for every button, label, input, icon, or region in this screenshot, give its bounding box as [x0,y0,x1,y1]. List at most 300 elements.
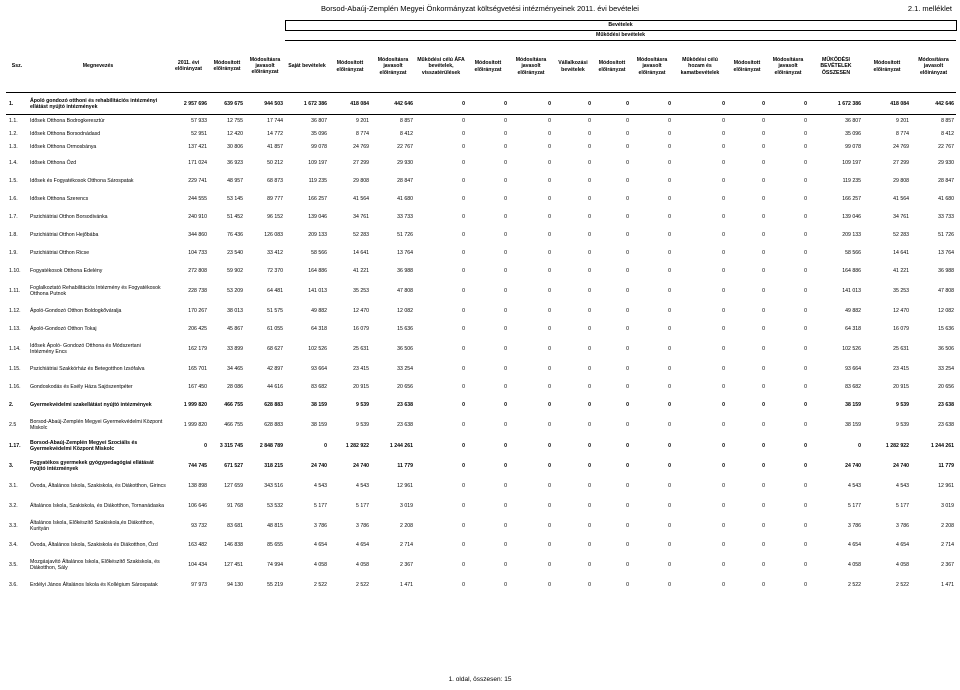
row-value: 0 [462,401,465,408]
row-value: 52 283 [893,231,909,238]
row-value: 127 451 [224,561,243,568]
row-code: 1.2. [9,131,18,137]
row-value: 3 786 [896,522,909,529]
row-value: 0 [668,522,671,529]
row-value: 36 807 [845,118,861,125]
annex-label: 2.1. melléklet [907,4,952,13]
row-value: 0 [762,118,765,125]
row-value: 0 [548,144,551,150]
row-value: 0 [462,581,465,588]
row-value: 0 [722,231,725,238]
row-value: 0 [722,118,725,125]
col-header: Módosított előirányzat [873,60,901,73]
row-value: 0 [548,267,551,274]
table-row [6,378,956,396]
row-value: 35 096 [311,131,327,137]
row-value: 64 318 [845,325,861,332]
row-value: 0 [548,231,551,238]
row-value: 0 [804,482,807,489]
row-value: 5 177 [314,502,327,509]
row-value: 3 786 [356,522,369,529]
row-value: 0 [668,462,671,469]
row-value: 102 526 [308,345,327,352]
row-value: 9 539 [356,421,369,428]
row-value: 0 [509,93,553,115]
row-value: 106 646 [188,502,207,509]
row-value: 0 [588,561,591,568]
row-value: 41 221 [893,267,909,274]
row-value: 0 [673,93,727,115]
row-code: 3.4. [9,541,18,548]
row-code: 1.10. [9,267,21,274]
row-value: 141 013 [842,287,861,294]
row-value: 0 [626,442,629,449]
row-value: 9 539 [896,421,909,428]
row-value: 12 420 [227,131,243,137]
table-row [6,141,956,154]
col-header: Módosított előirányzat [474,60,502,73]
row-value: 137 421 [188,144,207,150]
row-value: 0 [588,401,591,408]
table-body [6,93,956,594]
row-value: 0 [804,383,807,390]
row-code: 3.2. [9,502,18,509]
row-value: 25 631 [353,345,369,352]
row-value: 209 133 [308,231,327,238]
table-row [6,576,956,594]
row-value: 12 082 [938,307,955,314]
row-value: 0 [762,462,765,469]
row-value: 41 857 [267,144,283,150]
col-header: Módosított előirányzat [733,60,761,73]
row-name: Erdélyi János Általános Iskola és Kollégium Sárospatak [30,581,158,588]
row-value: 0 [588,159,591,166]
col-header: Módosításra javasolt előirányzat [772,56,804,76]
row-value: 0 [588,249,591,256]
row-value: 0 [668,144,671,150]
row-value: 0 [722,383,725,390]
row-value: 628 883 [264,421,283,428]
row-value: 164 886 [308,267,327,274]
row-value: 4 543 [848,482,861,489]
row-value: 2 714 [941,541,955,548]
row-value: 94 130 [227,581,243,588]
row-value: 33 254 [397,365,413,372]
row-value: 0 [504,213,507,220]
row-value: 58 566 [845,249,861,256]
row-value: 41 221 [353,267,369,274]
row-value: 0 [504,287,507,294]
row-value: 167 450 [188,383,207,390]
row-code: 1.13. [9,325,21,332]
row-value: 59 902 [227,267,243,274]
row-value: 72 370 [267,267,283,274]
table-row [6,154,956,172]
table-row [6,436,956,456]
row-code: 3.1. [9,482,18,489]
row-value: 0 [462,195,465,202]
row-value: 24 740 [893,462,909,469]
row-value: 0 [722,345,725,352]
row-value: 0 [762,442,765,449]
row-name: Mozgásjavító Általános Iskola, Előkészítő Szakiskola, és Diákotthon, Sály [30,558,160,571]
row-value: 49 882 [845,307,861,314]
row-value: 0 [504,231,507,238]
row-value: 0 [548,581,551,588]
row-value: 141 013 [308,287,327,294]
row-value: 0 [804,177,807,184]
row-name: Borsod-Abaúj-Zemplén Megyei Gyermekvédelmi Központ Miskolc [30,418,163,431]
row-value: 23 638 [938,401,955,408]
table-row [6,226,956,244]
row-value: 0 [804,421,807,428]
row-name: Idősek és Fogyatékosok Otthona Sárospatak [30,177,134,184]
row-value: 0 [668,325,671,332]
row-value: 0 [548,249,551,256]
table-row [6,396,956,414]
row-value: 42 897 [267,365,283,372]
row-value: 0 [548,442,551,449]
row-code: 1.14. [9,345,21,352]
row-value: 14 641 [353,249,369,256]
row-code: 1.8. [9,231,18,238]
row-value: 33 254 [938,365,955,372]
col-header: Módosításra javasolt előirányzat [636,56,668,76]
row-value: 0 [504,249,507,256]
row-value: 0 [626,267,629,274]
row-value: 0 [504,401,507,408]
row-value: 20 915 [893,383,909,390]
row-value: 1 282 922 [885,442,909,449]
row-value: 99 078 [311,144,327,150]
row-value: 0 [762,159,765,166]
row-value: 318 215 [264,462,283,469]
row-value: 0 [762,177,765,184]
row-value: 8 774 [896,131,909,137]
row-value: 102 526 [842,345,861,352]
row-value: 58 566 [311,249,327,256]
row-value: 24 740 [353,462,369,469]
row-value: 33 733 [938,213,955,220]
row-value: 36 923 [227,159,243,166]
row-value: 163 482 [188,541,207,548]
row-value: 466 755 [224,401,243,408]
row-name: Fogyatékosok Otthona Edelény [30,267,103,274]
row-value: 0 [462,462,465,469]
row-value: 0 [762,345,765,352]
row-value: 0 [668,231,671,238]
row-value: 0 [548,287,551,294]
row-value: 0 [462,561,465,568]
row-value: 93 732 [191,522,207,529]
row-value: 0 [804,267,807,274]
row-value: 13 764 [397,249,413,256]
row-value: 93 664 [311,365,327,372]
row-value: 41 564 [893,195,909,202]
row-value: 0 [548,522,551,529]
col-header: 2011. évi előirányzat [174,59,203,73]
row-value: 0 [626,307,629,314]
row-value: 99 078 [845,144,861,150]
col-header: Módosításra javasolt előirányzat [515,56,547,76]
row-value: 89 777 [267,195,283,202]
table-row [6,456,956,476]
row-code: 2.5 [9,421,17,428]
page-footer: 1. oldal, összesen: 15 [448,676,512,683]
table-row [6,280,956,302]
row-value: 119 235 [308,177,327,184]
row-value: 0 [504,131,507,137]
row-value: 20 915 [353,383,369,390]
row-value: 0 [762,383,765,390]
row-value: 36 988 [938,267,955,274]
row-value: 0 [504,325,507,332]
row-value: 68 627 [267,345,283,352]
row-value: 0 [588,267,591,274]
row-value: 8 857 [400,118,413,125]
row-value: 0 [626,118,629,125]
row-value: 0 [722,541,725,548]
row-value: 0 [462,213,465,220]
row-value: 23 638 [397,421,413,428]
row-value: 38 159 [845,401,861,408]
row-value: 0 [668,287,671,294]
row-value: 4 058 [848,561,861,568]
row-value: 0 [462,267,465,274]
row-value: 2 367 [400,561,413,568]
row-value: 0 [762,249,765,256]
row-code: 1.9. [9,249,18,256]
group-operating: Működési bevételek [285,31,956,41]
col-header: Módosított előirányzat [598,60,626,73]
row-value: 48 957 [227,177,243,184]
row-value: 0 [504,482,507,489]
row-value: 0 [504,365,507,372]
row-value: 1 672 386 [809,93,863,115]
row-value: 0 [548,365,551,372]
row-value: 0 [668,213,671,220]
row-value: 0 [204,442,207,449]
row-value: 0 [722,287,725,294]
row-value: 628 883 [264,401,283,408]
row-value: 22 767 [938,144,955,150]
row-value: 30 806 [227,144,243,150]
table-row [6,536,956,554]
row-value: 4 543 [896,482,909,489]
table-row [6,516,956,536]
row-value: 104 434 [188,561,207,568]
row-value: 0 [626,522,629,529]
row-value: 97 973 [191,581,207,588]
row-value: 109 197 [308,159,327,166]
row-value: 0 [462,118,465,125]
row-value: 343 516 [264,482,283,489]
col-header: Megnevezés [82,63,114,70]
row-value: 0 [626,421,629,428]
row-value: 1 244 261 [930,442,955,449]
row-value: 0 [626,383,629,390]
row-value: 1 471 [941,581,955,588]
row-value: 34 761 [893,213,909,220]
row-value: 139 046 [842,213,861,220]
row-value: 83 681 [227,522,243,529]
row-value: 0 [668,421,671,428]
row-value: 0 [462,383,465,390]
row-value: 0 [548,325,551,332]
table-row [6,244,956,262]
row-name: Foglalkoztató Rehabilitációs Intézmény és Fogyatékosok Otthona Putnok [30,284,161,297]
row-value: 0 [762,231,765,238]
row-code: 2. [9,401,14,408]
row-value: 47 808 [938,287,955,294]
row-value: 171 024 [188,159,207,166]
row-value: 23 415 [353,365,369,372]
row-value: 51 726 [397,231,413,238]
row-name: Pszichiátriai Otthon Hejőbába [30,231,99,238]
row-value: 0 [762,401,765,408]
row-value: 0 [668,118,671,125]
row-value: 0 [626,144,629,150]
row-value: 0 [462,144,465,150]
row-value: 164 886 [842,267,861,274]
row-value: 0 [548,345,551,352]
row-value: 0 [504,462,507,469]
row-value: 0 [588,231,591,238]
row-value: 0 [804,561,807,568]
row-value: 0 [467,93,509,115]
row-value: 138 898 [188,482,207,489]
row-value: 34 465 [227,365,243,372]
row-value: 0 [462,177,465,184]
row-value: 2 522 [848,581,861,588]
row-value: 0 [722,131,725,137]
row-value: 76 436 [227,231,243,238]
row-value: 2 367 [941,561,955,568]
row-value: 0 [767,93,809,115]
row-code: 3.5. [9,561,18,568]
row-value: 0 [722,267,725,274]
row-value: 0 [588,144,591,150]
row-value: 0 [462,307,465,314]
row-value: 41 680 [938,195,955,202]
row-value: 24 740 [845,462,861,469]
row-value: 0 [762,541,765,548]
row-value: 0 [804,159,807,166]
row-value: 0 [668,195,671,202]
row-value: 0 [804,442,807,449]
row-value: 22 767 [397,144,413,150]
row-value: 418 084 [863,93,911,115]
row-value: 25 631 [893,345,909,352]
row-value: 0 [804,118,807,125]
row-value: 1 999 820 [183,421,207,428]
row-code: 1.17. [9,442,21,449]
row-value: 0 [553,93,593,115]
row-value: 4 058 [356,561,369,568]
row-value: 0 [626,462,629,469]
row-value: 0 [588,541,591,548]
row-value: 0 [722,442,725,449]
row-value: 0 [588,383,591,390]
row-value: 0 [722,249,725,256]
row-value: 0 [722,482,725,489]
row-value: 272 808 [188,267,207,274]
row-value: 0 [626,401,629,408]
table-row [6,208,956,226]
row-value: 0 [462,231,465,238]
row-name: Idősek Otthona Bodrogkeresztúr [30,118,105,125]
row-value: 244 555 [188,195,207,202]
row-value: 0 [462,421,465,428]
col-header: Működési célú ÁFA bevételek, visszatérülések [417,56,465,76]
row-name: Idősek Otthona Ormosbánya [30,144,97,150]
row-value: 35 253 [893,287,909,294]
row-name: Idősek Ápoló- Gondozó Otthona és Módszertani Intézmény Encs [30,342,141,355]
row-value: 3 315 745 [219,442,243,449]
row-value: 48 815 [267,522,283,529]
row-value: 2 208 [941,522,955,529]
row-value: 12 961 [938,482,955,489]
row-value: 0 [762,502,765,509]
col-header: Módosításra javasolt előirányzat [918,56,949,76]
row-value: 127 659 [224,482,243,489]
row-value: 20 656 [397,383,413,390]
row-value: 0 [588,581,591,588]
row-value: 0 [548,213,551,220]
table-row [6,338,956,360]
row-value: 0 [626,195,629,202]
row-value: 28 847 [938,177,955,184]
row-value: 0 [722,159,725,166]
row-value: 0 [762,482,765,489]
row-value: 29 808 [353,177,369,184]
row-value: 11 779 [938,462,955,469]
row-value: 0 [324,442,327,449]
row-value: 4 058 [896,561,909,568]
row-value: 0 [588,131,591,137]
row-value: 29 808 [893,177,909,184]
row-value: 29 930 [397,159,413,166]
row-value: 41 680 [397,195,413,202]
row-value: 35 253 [353,287,369,294]
group-revenue: Bevételek [285,21,956,31]
row-code: 1.4. [9,159,18,166]
row-value: 0 [626,213,629,220]
col-header: Módosított előirányzat [213,59,241,73]
row-code: 1.3. [9,144,18,150]
row-code: 1.15. [9,365,21,372]
row-value: 0 [762,581,765,588]
row-value: 0 [626,541,629,548]
row-code: 1.1. [9,118,18,125]
row-value: 0 [804,522,807,529]
revenue-table [6,20,957,594]
row-value: 0 [762,365,765,372]
row-value: 0 [804,401,807,408]
row-value: 0 [804,462,807,469]
row-value: 83 682 [311,383,327,390]
row-value: 0 [626,365,629,372]
row-value: 0 [588,502,591,509]
row-value: 0 [668,249,671,256]
row-value: 0 [548,177,551,184]
row-value: 671 527 [224,462,243,469]
row-value: 0 [504,502,507,509]
row-value: 0 [626,581,629,588]
row-value: 35 096 [845,131,861,137]
row-value: 4 543 [314,482,327,489]
row-value: 38 159 [845,421,861,428]
